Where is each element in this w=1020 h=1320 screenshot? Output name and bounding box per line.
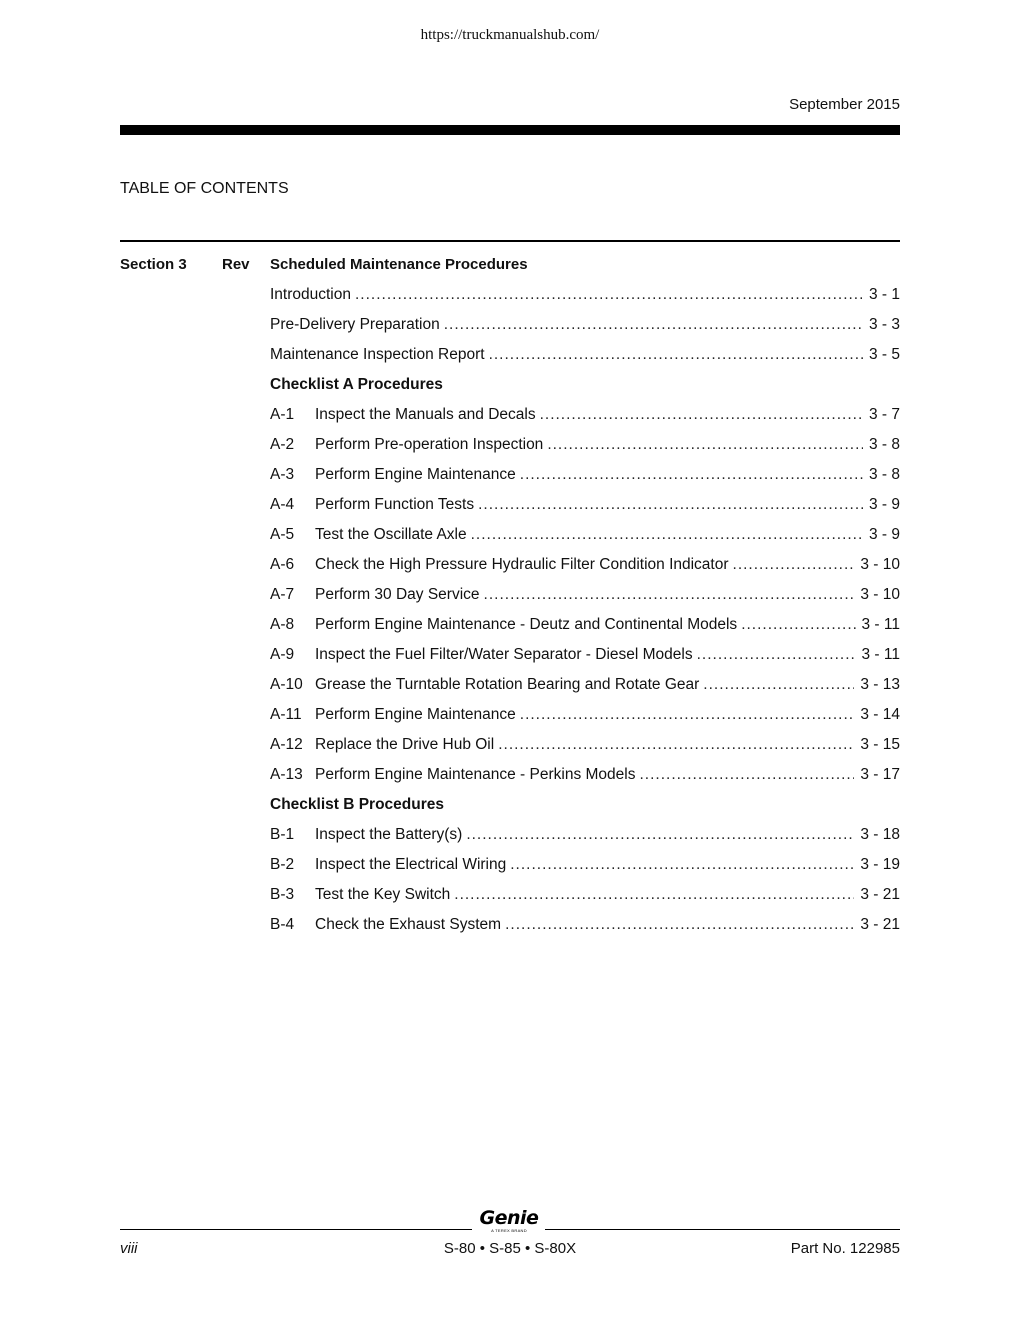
entry-page: 3 - 11 [861, 646, 900, 663]
toc-entry[interactable] [270, 490, 900, 520]
toc-entry[interactable] [270, 670, 900, 700]
entry-code: A-2 [270, 436, 295, 453]
section-title: Scheduled Maintenance Procedures [270, 256, 528, 273]
entry-page: 3 - 10 [860, 556, 900, 573]
page-number: viii [120, 1240, 138, 1257]
dot-leader [355, 286, 863, 304]
entry-code: A-10 [270, 676, 303, 693]
entry-page: 3 - 15 [860, 736, 900, 753]
dot-leader [505, 916, 854, 934]
genie-logo [476, 1208, 542, 1238]
toc-entry[interactable] [270, 580, 900, 610]
toc-entry[interactable] [270, 340, 900, 370]
entry-title: Pre-Delivery Preparation [270, 316, 440, 333]
toc-entry[interactable] [270, 880, 900, 910]
toc-entry[interactable] [270, 610, 900, 640]
dot-leader [639, 766, 854, 784]
entry-code: A-11 [270, 706, 302, 723]
revision-date: September 2015 [789, 96, 900, 113]
dot-leader [444, 316, 863, 334]
section-label: Section 3 [120, 256, 187, 273]
dot-leader [703, 676, 854, 694]
toc-entry[interactable] [270, 760, 900, 790]
entry-page: 3 - 21 [860, 886, 900, 903]
entry-code: B-2 [270, 856, 295, 873]
dot-leader [520, 466, 863, 484]
entry-title: Inspect the Battery(s) [315, 826, 463, 843]
entry-title: Inspect the Electrical Wiring [315, 856, 507, 873]
entry-code: A-12 [270, 736, 303, 753]
dot-leader [489, 346, 863, 364]
entry-title: Perform Function Tests [315, 496, 475, 513]
toc-entry[interactable] [270, 430, 900, 460]
footer-rule-left [120, 1229, 472, 1230]
entry-page: 3 - 3 [868, 316, 900, 333]
entry-page: 3 - 7 [868, 406, 900, 423]
entry-page: 3 - 9 [868, 526, 900, 543]
entry-page: 3 - 8 [868, 436, 900, 453]
model-list: S-80 • S-85 • S-80X [443, 1240, 577, 1257]
dot-leader [498, 736, 854, 754]
entry-title: Test the Oscillate Axle [315, 526, 467, 543]
entry-title: Check the Exhaust System [315, 916, 502, 933]
toc-entries [270, 280, 900, 940]
entry-page: 3 - 17 [860, 766, 900, 783]
dot-leader [741, 616, 855, 634]
entry-title: Perform Engine Maintenance [315, 466, 516, 483]
entry-title: Perform Pre-operation Inspection [315, 436, 544, 453]
entry-code: A-3 [270, 466, 295, 483]
entry-page: 3 - 21 [860, 916, 900, 933]
entry-code: B-3 [270, 886, 295, 903]
rev-label: Rev [222, 256, 250, 273]
entry-title: Grease the Turntable Rotation Bearing and Rotate Gear [315, 676, 700, 693]
entry-title: Check the High Pressure Hydraulic Filter Condition Indicator [315, 556, 729, 573]
dot-leader [547, 436, 863, 454]
entry-title: Inspect the Manuals and Decals [315, 406, 536, 423]
dot-leader [478, 496, 863, 514]
entry-title: Test the Key Switch [315, 886, 451, 903]
dot-leader [540, 406, 863, 424]
entry-title: Perform 30 Day Service [315, 586, 480, 603]
dot-leader [520, 706, 855, 724]
dot-leader [466, 826, 854, 844]
entry-page: 3 - 19 [860, 856, 900, 873]
entry-page: 3 - 13 [860, 676, 900, 693]
toc-entry[interactable] [270, 640, 900, 670]
entry-code: A-13 [270, 766, 303, 783]
page-title: TABLE OF CONTENTS [120, 180, 289, 197]
checklist-group-heading: Checklist A Procedures [270, 376, 443, 393]
entry-page: 3 - 9 [868, 496, 900, 513]
entry-page: 3 - 1 [868, 286, 900, 303]
header-rule [120, 125, 900, 135]
logo-wordmark: Genie [479, 1207, 539, 1229]
toc-entry[interactable] [270, 730, 900, 760]
entry-code: A-4 [270, 496, 295, 513]
toc-entry[interactable] [270, 700, 900, 730]
entry-title: Introduction [270, 286, 351, 303]
toc-entry[interactable] [270, 820, 900, 850]
entry-code: A-9 [270, 646, 295, 663]
toc-entry[interactable] [270, 850, 900, 880]
entry-page: 3 - 11 [861, 616, 900, 633]
checklist-group-heading: Checklist B Procedures [270, 796, 445, 813]
dot-leader [510, 856, 854, 874]
entry-title: Perform Engine Maintenance - Perkins Models [315, 766, 636, 783]
toc-entry[interactable] [270, 400, 900, 430]
entry-title: Replace the Drive Hub Oil [315, 736, 495, 753]
entry-code: B-1 [270, 826, 295, 843]
entry-title: Inspect the Fuel Filter/Water Separator - Diesel Models [315, 646, 693, 663]
entry-page: 3 - 5 [868, 346, 900, 363]
entry-page: 3 - 14 [860, 706, 900, 723]
footer-rule-right [545, 1229, 900, 1230]
dot-leader [733, 556, 855, 574]
entry-code: B-4 [270, 916, 295, 933]
entry-title: Maintenance Inspection Report [270, 346, 485, 363]
entry-code: A-7 [270, 586, 295, 603]
entry-code: A-1 [270, 406, 295, 423]
entry-page: 3 - 8 [868, 466, 900, 483]
section-divider [120, 240, 900, 242]
toc-entry[interactable] [270, 280, 900, 310]
entry-code: A-5 [270, 526, 295, 543]
part-number: Part No. 122985 [790, 1240, 900, 1257]
entry-title: Perform Engine Maintenance [315, 706, 516, 723]
dot-leader [454, 886, 854, 904]
logo-tagline: A TEREX BRAND [491, 1228, 527, 1233]
toc-entry[interactable] [270, 910, 900, 940]
entry-code: A-6 [270, 556, 295, 573]
entry-title: Perform Engine Maintenance - Deutz and Continental Models [315, 616, 738, 633]
entry-code: A-8 [270, 616, 295, 633]
entry-page: 3 - 10 [860, 586, 900, 603]
entry-page: 3 - 18 [860, 826, 900, 843]
toc-entry[interactable] [270, 520, 900, 550]
dot-leader [697, 646, 856, 664]
toc-entry[interactable] [270, 460, 900, 490]
dot-leader [484, 586, 855, 604]
source-url[interactable]: https://truckmanualshub.com/ [420, 27, 600, 43]
toc-entry[interactable] [270, 550, 900, 580]
dot-leader [471, 526, 863, 544]
toc-entry[interactable] [270, 310, 900, 340]
